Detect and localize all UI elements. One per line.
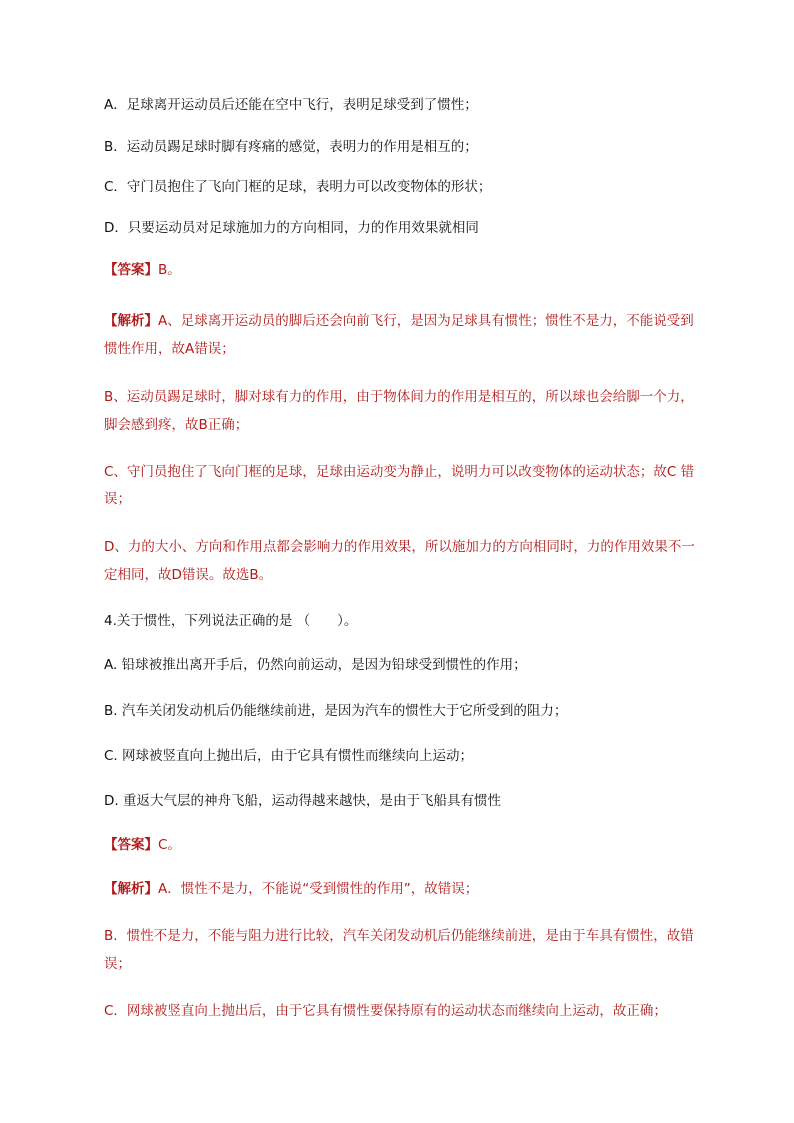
analysis-text: A．惯性不是力，不能说“受到惯性的作用”，故错误； <box>158 881 479 897</box>
q4-analysis-line-2: B．惯性不是力，不能与阻力进行比较，汽车关闭发动机后仍能继续前进，是由于车具有惯性，故错 <box>104 928 694 944</box>
q3-analysis-line-5: C、守门员抱住了飞向门框的足球，足球由运动变为静止，说明力可以改变物体的运动状态；故C 错 <box>104 464 695 480</box>
answer-value: C。 <box>158 837 181 853</box>
q4-analysis-line-1 <box>104 880 478 898</box>
q3-analysis-line-1 <box>104 312 694 330</box>
q4-option-d: D. 重返大气层的神舟飞船，运动得越来越快，是由于飞船具有惯性 <box>104 793 501 809</box>
q3-option-a: A．足球离开运动员后还能在空中飞行，表明足球受到了惯性； <box>104 97 478 113</box>
analysis-tag: 【解析】 <box>104 881 158 897</box>
answer-tag: 【答案】 <box>104 837 158 853</box>
q3-answer <box>104 261 181 279</box>
q4-analysis-line-3: 误； <box>104 956 131 972</box>
q3-analysis-line-6: 误； <box>104 491 131 507</box>
analysis-text: A、足球离开运动员的脚后还会向前飞行，是因为足球具有惯性；惯性不是力，不能说受到 <box>158 313 694 329</box>
q4-stem: 4.关于惯性，下列说法正确的是 （ ）。 <box>104 613 358 629</box>
q3-option-b: B．运动员踢足球时脚有疼痛的感觉，表明力的作用是相互的； <box>104 139 478 155</box>
q3-analysis-line-4: 脚会感到疼，故B正确； <box>104 417 249 433</box>
analysis-tag: 【解析】 <box>104 313 158 329</box>
q3-analysis-line-8: 定相同，故D错误。故选B。 <box>104 567 273 583</box>
q3-analysis-line-2: 惯性作用，故A错误； <box>104 341 235 357</box>
q4-option-c: C. 网球被竖直向上抛出后，由于它具有惯性而继续向上运动； <box>104 748 474 764</box>
q4-analysis-line-4: C．网球被竖直向上抛出后，由于它具有惯性要保持原有的运动状态而继续向上运动，故正确； <box>104 1003 667 1019</box>
answer-tag: 【答案】 <box>104 262 158 278</box>
q3-analysis-line-3: B、运动员踢足球时，脚对球有力的作用，由于物体间力的作用是相互的，所以球也会给脚一个力， <box>104 389 694 405</box>
q3-option-c: C．守门员抱住了飞向门框的足球，表明力可以改变物体的形状； <box>104 179 492 195</box>
q4-answer <box>104 836 181 854</box>
q3-option-d: D．只要运动员对足球施加力的方向相同，力的作用效果就相同 <box>104 220 479 236</box>
q3-analysis-line-7: D、力的大小、方向和作用点都会影响力的作用效果，所以施加力的方向相同时，力的作用效果不一 <box>104 539 695 555</box>
answer-value: B。 <box>158 262 181 278</box>
q4-option-b: B. 汽车关闭发动机后仍能继续前进，是因为汽车的惯性大于它所受到的阻力； <box>104 703 568 719</box>
q4-option-a: A. 铅球被推出离开手后，仍然向前运动，是因为铅球受到惯性的作用； <box>104 657 527 673</box>
